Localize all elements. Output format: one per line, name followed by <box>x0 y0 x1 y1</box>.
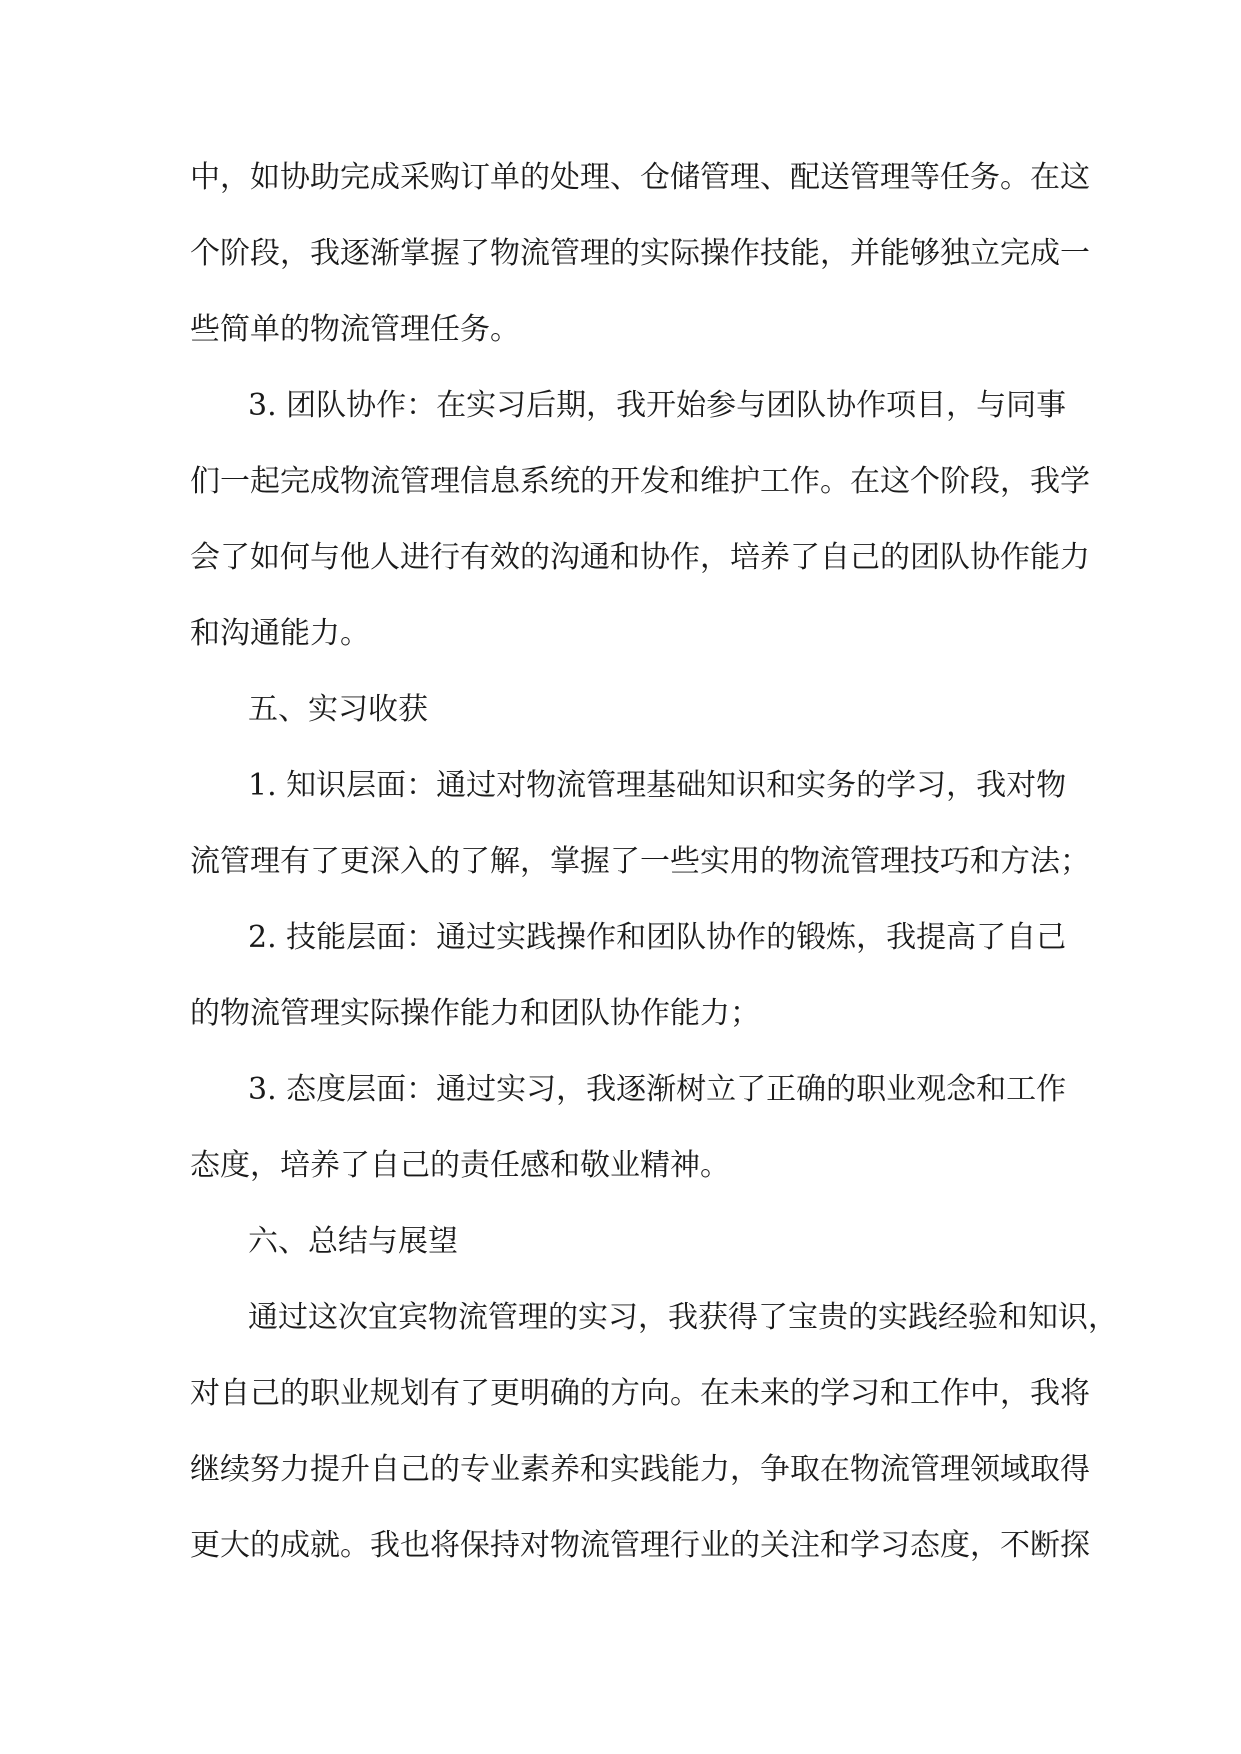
text-line: 对自己的职业规划有了更明确的方向。在未来的学习和工作中，我将 <box>190 1376 1090 1411</box>
text-line: 流管理有了更深入的了解，掌握了一些实用的物流管理技巧和方法； <box>190 844 1090 879</box>
text-line: 3. 态度层面：通过实习，我逐渐树立了正确的职业观念和工作 <box>248 1072 1067 1107</box>
text-line: 的物流管理实际操作能力和团队协作能力； <box>190 996 760 1031</box>
text-line: 2. 技能层面：通过实践操作和团队协作的锻炼，我提高了自己 <box>248 920 1067 955</box>
text-line: 态度，培养了自己的责任感和敬业精神。 <box>190 1148 730 1183</box>
text-line: 们一起完成物流管理信息系统的开发和维护工作。在这个阶段，我学 <box>190 464 1090 499</box>
text-line: 通过这次宜宾物流管理的实习，我获得了宝贵的实践经验和知识， <box>248 1300 1118 1335</box>
text-line: 中，如协助完成采购订单的处理、仓储管理、配送管理等任务。在这 <box>190 160 1090 195</box>
text-line: 继续努力提升自己的专业素养和实践能力，争取在物流管理领域取得 <box>190 1452 1090 1487</box>
text-line: 更大的成就。我也将保持对物流管理行业的关注和学习态度，不断探 <box>190 1528 1090 1563</box>
text-line: 些简单的物流管理任务。 <box>190 312 520 347</box>
section-heading: 五、实习收获 <box>248 692 428 727</box>
text-line: 3. 团队协作：在实习后期，我开始参与团队协作项目，与同事 <box>248 388 1067 423</box>
text-line: 1. 知识层面：通过对物流管理基础知识和实务的学习，我对物 <box>248 768 1067 803</box>
document-body <box>190 140 1118 1584</box>
section-heading: 六、总结与展望 <box>248 1224 458 1259</box>
text-line: 和沟通能力。 <box>190 616 370 651</box>
text-line: 个阶段，我逐渐掌握了物流管理的实际操作技能，并能够独立完成一 <box>190 236 1090 271</box>
text-line: 会了如何与他人进行有效的沟通和协作，培养了自己的团队协作能力 <box>190 540 1090 575</box>
